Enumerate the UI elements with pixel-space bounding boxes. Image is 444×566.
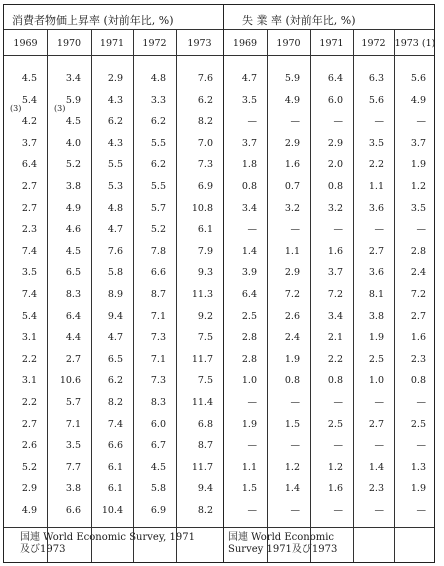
table-cell: — [416,397,426,408]
year-header: 1969 [13,38,38,49]
table-cell: 5.5 [150,181,166,192]
cpi-source-line: 国連 World Economic Survey, 1971 [20,532,195,543]
table-cell: 6.5 [107,353,123,365]
table-cell: 4.5 [150,461,166,473]
table-cell: 5.9 [284,73,300,84]
table-cell: 3.6 [368,202,384,214]
table-cell: 2.4 [284,332,300,344]
table-cell: 6.4 [65,310,81,322]
table-cell: 6.1 [107,483,123,495]
table-cell: 8.1 [368,289,384,300]
table-cell: 5.8 [150,483,166,495]
table-cell: 4.5 [65,245,81,257]
table-cell: 7.2 [284,289,300,300]
unemployment-source-line: 国連 World Economic [228,532,335,543]
table-cell: 2.2 [21,353,37,365]
table-cell: 4.3 [107,94,123,106]
table-cell: 2.2 [368,159,384,171]
table-cell: — [247,116,257,128]
table-cell: 7.9 [197,245,213,257]
table-cell: 0.8 [284,375,300,387]
table-cell: 5.4 [21,310,37,322]
table-cell: — [416,505,426,516]
table-cell: — [247,505,257,516]
table-cell: 6.4 [241,289,257,300]
table-cell: 3.8 [368,310,384,322]
table-cell: 3.8 [65,181,81,192]
table-cell: 6.0 [150,418,166,430]
table-cell: 5.8 [107,267,123,279]
table-cell: 1.4 [241,245,257,257]
table-cell: 3.4 [241,202,257,214]
table-cell: — [333,224,343,236]
year-header: 1971 [319,38,344,49]
table-cell: 2.6 [284,310,300,322]
table-cell: 1.5 [241,483,257,495]
table-cell: 2.5 [327,418,343,430]
table-cell: 7.2 [410,289,426,300]
unemployment-heading: 失 業 率 (対前年比, %) [242,14,356,27]
table-cell: 2.7 [21,181,37,192]
table-cell: 3.2 [284,202,300,214]
table-cell: 5.2 [150,224,166,236]
table-cell: 2.3 [21,224,37,236]
table-cell: 7.2 [327,289,343,300]
table-cell: — [374,116,384,128]
table-cell: 6.6 [150,267,166,279]
table-cell: 1.2 [327,461,343,473]
table-cell: 2.8 [410,245,426,257]
table-cell: 10.6 [59,375,81,387]
table-cell: 3.5 [21,267,37,279]
table-cell: 1.2 [284,461,300,473]
table-cell: 3.5 [410,202,426,214]
table-cell: — [290,505,300,516]
table-cell: 7.8 [150,245,166,257]
table-cell: 1.9 [368,332,384,344]
table-cell: 2.9 [284,267,300,279]
table-cell: 2.5 [368,353,384,365]
table-cell: 10.4 [101,505,123,516]
table-cell: 1.3 [410,461,426,473]
table-cell: — [290,397,300,408]
table-cell: 7.1 [65,418,81,430]
table-cell: 3.7 [327,267,343,279]
table-cell: 7.5 [197,375,213,387]
year-header: 1973 (1) [394,38,436,49]
table-cell: 4.8 [150,73,166,84]
table-cell: 3.9 [241,267,257,279]
table-cell: 7.6 [107,245,123,257]
table-cell: — [290,116,300,128]
table-cell: 5.4 [21,94,37,106]
table-cell: 7.0 [197,137,213,149]
table-cell: 4.9 [65,202,81,214]
table-cell: 2.7 [21,202,37,214]
table-cell: 3.5 [368,137,384,149]
table-cell: 1.9 [241,418,257,430]
table-cell: 3.5 [241,94,257,106]
table-cell: 6.2 [197,94,213,106]
table-cell: — [290,440,300,452]
table-cell: 1.5 [284,418,300,430]
table-cell: 8.9 [107,289,123,300]
table-cell: 4.6 [65,224,81,236]
table-cell: 6.0 [327,94,343,106]
table-cell: 2.8 [241,353,257,365]
table-cell: 7.4 [21,245,37,257]
table-cell: 2.8 [241,332,257,344]
table-cell: 8.3 [65,289,81,300]
table-cell: 1.1 [368,181,384,192]
table-cell: 4.7 [107,332,123,344]
table-cell: 6.7 [150,440,166,452]
table-cell: — [333,505,343,516]
table-cell: 0.8 [327,181,343,192]
table-cell: 2.7 [368,418,384,430]
footnote-mark: (3) [54,104,66,113]
table-cell: 4.2 [21,116,37,128]
table-cell: 2.5 [410,418,426,430]
table-cell: 5.6 [410,73,426,84]
table-cell: — [247,224,257,236]
table-cell: 6.2 [107,116,123,128]
table-cell: 7.3 [150,375,166,387]
table-cell: 1.9 [410,483,426,495]
table-cell: 2.9 [107,73,123,84]
table-cell: 2.7 [368,245,384,257]
table-cell: 3.7 [410,137,426,149]
section-divider [223,5,224,562]
table-cell: 6.2 [150,116,166,128]
table-cell: 8.3 [150,397,166,408]
table-cell: 3.2 [327,202,343,214]
table-cell: 3.8 [65,483,81,495]
table-cell: — [416,440,426,452]
table-cell: 8.7 [150,289,166,300]
source-divider [4,527,434,528]
table-cell: 4.7 [241,73,257,84]
year-row-divider [4,55,434,56]
table-cell: 3.3 [150,94,166,106]
table-cell: — [333,440,343,452]
table-cell: 1.8 [241,159,257,171]
table-cell: 2.9 [21,483,37,495]
table-cell: — [247,440,257,452]
table-cell: 1.0 [241,375,257,387]
table-cell: — [247,397,257,408]
year-header: 1970 [276,38,301,49]
table-cell: 6.1 [107,461,123,473]
table-cell: 5.7 [150,202,166,214]
table-cell: 1.0 [368,375,384,387]
table-cell: 2.6 [21,440,37,452]
cpi-heading: 消費者物価上昇率 (対前年比, %) [12,14,174,27]
table-cell: 4.9 [284,94,300,106]
table-cell: 7.1 [150,310,166,322]
table-cell: — [416,224,426,236]
table-cell: 9.4 [197,483,213,495]
year-header: 1970 [56,38,82,49]
table-cell: — [416,116,426,128]
table-cell: 4.0 [65,137,81,149]
table-cell: 2.1 [327,332,343,344]
unemployment-source-line: Survey 1971及び1973 [228,544,338,555]
table-cell: 2.7 [410,310,426,322]
table-cell: 9.2 [197,310,213,322]
table-cell: 4.5 [21,73,37,84]
table-cell: 4.7 [107,224,123,236]
year-header: 1972 [361,38,386,49]
table-cell: 3.5 [65,440,81,452]
table-cell: 2.3 [368,483,384,495]
table-cell: 2.2 [21,397,37,408]
table-cell: 11.4 [191,397,213,408]
table-cell: 7.7 [65,461,81,473]
table-cell: 0.8 [327,375,343,387]
table-cell: 2.2 [327,353,343,365]
table-cell: 3.6 [368,267,384,279]
table-cell: 3.1 [21,375,37,387]
table-cell: 9.4 [107,310,123,322]
table-cell: 7.5 [197,332,213,344]
table-cell: 4.3 [107,137,123,149]
table-cell: 11.7 [191,353,213,365]
table-cell: 5.2 [21,461,37,473]
table-cell: 1.6 [284,159,300,171]
table-cell: 7.3 [197,159,213,171]
table-cell: — [374,224,384,236]
table-cell: 6.9 [150,505,166,516]
table-cell: 2.9 [327,137,343,149]
table-cell: 6.6 [65,505,81,516]
table-cell: 6.8 [197,418,213,430]
table-cell: — [290,224,300,236]
table-cell: 5.7 [65,397,81,408]
unemployment-source [228,532,337,556]
table-cell: 8.2 [107,397,123,408]
table-cell: 7.3 [150,332,166,344]
table-cell: 1.4 [368,461,384,473]
table-cell: 6.4 [21,159,37,171]
table-cell: 9.3 [197,267,213,279]
table-cell: 1.1 [284,245,300,257]
header-divider [4,29,434,30]
table-cell: 4.9 [21,505,37,516]
table-cell: 6.1 [197,224,213,236]
table-cell: 5.9 [65,94,81,106]
table-cell: 6.3 [368,73,384,84]
table-cell: 6.4 [327,73,343,84]
table-cell: 7.1 [150,353,166,365]
table-cell: 1.6 [327,483,343,495]
table-cell: 1.1 [241,461,257,473]
table-cell: 8.7 [197,440,213,452]
table-cell: 5.2 [65,159,81,171]
table-cell: 2.7 [21,418,37,430]
table-cell: — [374,440,384,452]
table-cell: 6.2 [150,159,166,171]
table-cell: 3.4 [327,310,343,322]
year-header: 1973 [187,38,212,49]
table-cell: — [374,397,384,408]
table-cell: 5.3 [107,181,123,192]
table-cell: 6.5 [65,267,81,279]
table-cell: 1.6 [327,245,343,257]
year-header: 1972 [142,38,167,49]
table-cell: 8.2 [197,505,213,516]
table-cell: 6.6 [107,440,123,452]
table-cell: 3.4 [65,73,81,84]
table-cell: 8.2 [197,116,213,128]
table-cell: 6.2 [107,375,123,387]
table-cell: 11.7 [191,461,213,473]
table-cell: 11.3 [191,289,213,300]
table-cell: 2.3 [410,353,426,365]
table-cell: 1.9 [410,159,426,171]
table-cell: 2.5 [241,310,257,322]
table-cell: 5.6 [368,94,384,106]
table-cell: 2.9 [284,137,300,149]
table-cell: 10.8 [191,202,213,214]
statistics-table [3,4,435,563]
table-cell: 4.9 [410,94,426,106]
table-cell: 3.7 [241,137,257,149]
table-cell: 0.7 [284,181,300,192]
table-cell: 2.7 [65,353,81,365]
footnote-mark: (3) [10,104,22,113]
table-cell: 6.9 [197,181,213,192]
table-cell: 2.0 [327,159,343,171]
table-cell: 1.2 [410,181,426,192]
table-cell: 5.5 [150,137,166,149]
table-cell: 5.5 [107,159,123,171]
table-cell: 0.8 [241,181,257,192]
table-cell: 7.4 [21,289,37,300]
table-cell: 1.9 [284,353,300,365]
table-cell: — [333,397,343,408]
table-cell: — [333,116,343,128]
table-cell: 4.4 [65,332,81,344]
table-cell: 1.4 [284,483,300,495]
table-cell: 2.4 [410,267,426,279]
table-cell: 4.5 [65,116,81,128]
table-cell: 3.7 [21,137,37,149]
year-header: 1971 [99,38,125,49]
table-cell: 3.1 [21,332,37,344]
table-cell: 4.8 [107,202,123,214]
table-cell: 0.8 [410,375,426,387]
table-cell: 7.6 [197,73,213,84]
table-cell: 1.6 [410,332,426,344]
table-cell: — [374,505,384,516]
year-header: 1969 [232,38,258,49]
table-cell: 7.4 [107,418,123,430]
cpi-source-line: 及び1973 [20,544,66,555]
